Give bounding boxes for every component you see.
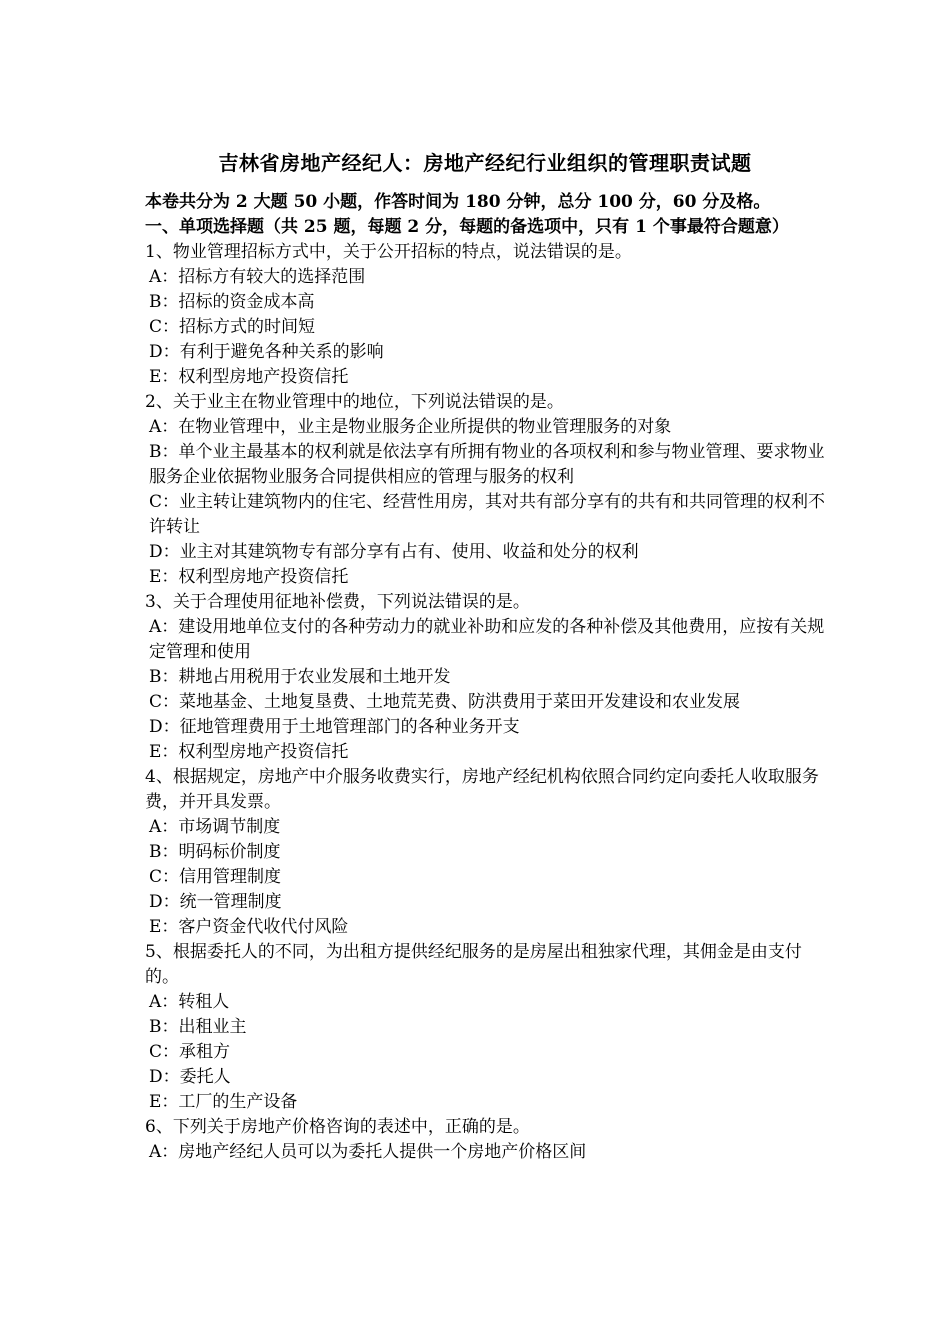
- question-option: A：房地产经纪人员可以为委托人提供一个房地产价格区间: [149, 1142, 587, 1162]
- question-option: A：建设用地单位支付的各种劳动力的就业补助和应发的各种补偿及其他费用，应按有关规定管理和使用: [149, 617, 825, 662]
- question-option: D：委托人: [149, 1067, 231, 1087]
- exam-intro: 本卷共分为 2 大题 50 小题，作答时间为 180 分钟，总分 100 分，60 分及格。: [145, 192, 771, 212]
- question-option: B：出租业主: [149, 1017, 247, 1037]
- document-title: 吉林省房地产经纪人：房地产经纪行业组织的管理职责试题: [218, 151, 752, 175]
- question-stem: 2、关于业主在物业管理中的地位，下列说法错误的是。: [145, 392, 564, 412]
- question-option: D：业主对其建筑物专有部分享有占有、使用、收益和处分的权利: [149, 542, 639, 562]
- question-option: E：客户资金代收代付风险: [149, 917, 349, 937]
- question-stem: 4、根据规定，房地产中介服务收费实行，房地产经纪机构依照合同约定向委托人收取服务费，并开具发票。: [145, 767, 819, 812]
- question-1: [145, 240, 825, 390]
- question-option: E：权利型房地产投资信托: [149, 367, 349, 387]
- question-option: D：有利于避免各种关系的影响: [149, 342, 384, 362]
- question-option: A：在物业管理中，业主是物业服务企业所提供的物业管理服务的对象: [149, 417, 672, 437]
- question-option: A：招标方有较大的选择范围: [149, 267, 366, 287]
- section-heading: 一、单项选择题（共 25 题，每题 2 分，每题的备选项中，只有 1 个事最符合题意）: [145, 217, 789, 237]
- question-5: [145, 940, 825, 1115]
- question-stem: 5、根据委托人的不同，为出租方提供经纪服务的是房屋出租独家代理，其佣金是由支付的。: [145, 942, 802, 987]
- question-option: D：征地管理费用于土地管理部门的各种业务开支: [149, 717, 520, 737]
- question-option: E：权利型房地产投资信托: [149, 742, 349, 762]
- question-option: A：转租人: [149, 992, 230, 1012]
- question-option: A：市场调节制度: [149, 817, 281, 837]
- question-option: E：权利型房地产投资信托: [149, 567, 349, 587]
- question-option: C：承租方: [149, 1042, 231, 1062]
- question-4: [145, 765, 825, 940]
- question-option: B：招标的资金成本高: [149, 292, 315, 312]
- question-3: [145, 590, 825, 765]
- question-option: C：业主转让建筑物内的住宅、经营性用房，其对共有部分享有的共有和共同管理的权利不许转让: [149, 492, 826, 537]
- question-option: B：耕地占用税用于农业发展和土地开发: [149, 667, 451, 687]
- question-2: [145, 390, 825, 590]
- question-option: E：工厂的生产设备: [149, 1092, 298, 1112]
- question-stem: 1、物业管理招标方式中，关于公开招标的特点，说法错误的是。: [145, 242, 632, 262]
- question-option: B：单个业主最基本的权利就是依法享有所拥有物业的各项权利和参与物业管理、要求物业服务企业依据物业服务合同提供相应的管理与服务的权利: [149, 442, 825, 487]
- question-option: C：招标方式的时间短: [149, 317, 316, 337]
- question-option: B：明码标价制度: [149, 842, 281, 862]
- question-option: C：信用管理制度: [149, 867, 282, 887]
- question-stem: 6、下列关于房地产价格咨询的表述中，正确的是。: [145, 1117, 530, 1137]
- question-6: [145, 1115, 825, 1165]
- question-option: D：统一管理制度: [149, 892, 282, 912]
- question-option: C：菜地基金、土地复垦费、土地荒芜费、防洪费用于菜田开发建设和农业发展: [149, 692, 741, 712]
- document-page: [145, 148, 825, 1165]
- question-stem: 3、关于合理使用征地补偿费，下列说法错误的是。: [145, 592, 530, 612]
